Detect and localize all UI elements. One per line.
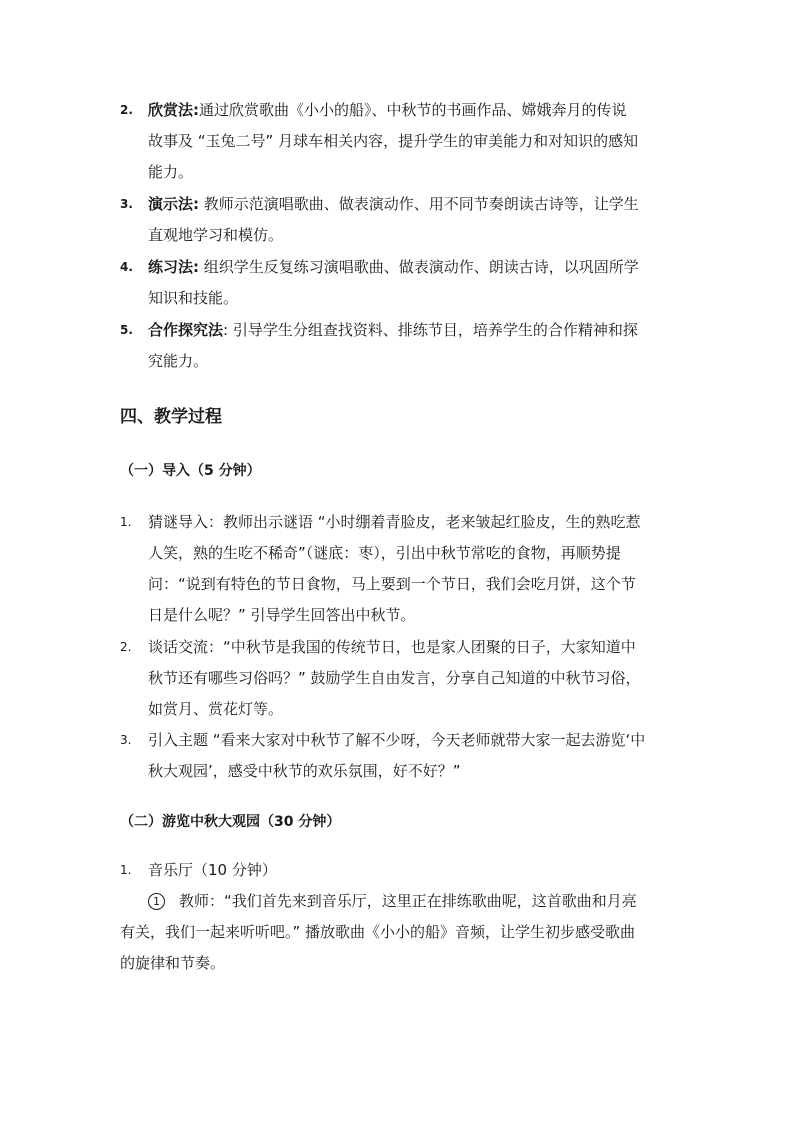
method-title: 欣赏法:: [148, 101, 199, 119]
list-text: [148, 725, 680, 787]
paragraph-line: 的旋律和节奏。: [120, 954, 226, 972]
method-title: 演示法:: [148, 195, 199, 213]
list-number: 1.: [120, 515, 132, 529]
circled-number-badge: 1: [148, 893, 165, 910]
paragraph-line: 有关，我们一起来听听吧。” 播放歌曲《小小的船》音频，让学生初步感受歌曲: [120, 923, 636, 941]
list-text: [148, 855, 680, 886]
list-line: 如赏月、赏花灯等。: [148, 700, 284, 718]
method-line: 知识和技能。: [148, 289, 239, 307]
list-number: 1.: [120, 863, 132, 877]
list-line: 音乐厅（10 分钟）: [148, 861, 277, 879]
paragraph-line: 教师：“我们首先来到音乐厅，这里正在排练歌曲呢，这首歌曲和月亮: [179, 892, 637, 910]
method-line: 能力。: [148, 163, 194, 181]
list-line: 秋大观园’，感受中秋节的欢乐氛围，好不好？”: [148, 762, 461, 780]
method-number: 2.: [120, 103, 133, 117]
method-line: 教师示范演唱歌曲、做表演动作、用不同节奏朗读古诗等，让学生: [199, 195, 639, 213]
list-text: [148, 507, 680, 631]
method-text: [148, 252, 680, 314]
list-line: 问：“说到有特色的节日食物，马上要到一个节日，我们会吃月饼，这个节: [148, 575, 636, 593]
method-line: 究能力。: [148, 352, 209, 370]
section-heading: 四、教学过程: [120, 407, 222, 427]
method-line: : 引导学生分组查找资料、排练节目，培养学生的合作精神和探: [223, 321, 638, 339]
list-line: 人笑，熟的生吃不稀奇”（谜底：枣），引出中秋节常吃的食物，再顺势提: [148, 544, 621, 562]
list-number: 3.: [120, 733, 132, 747]
list-line: 秋节还有哪些习俗吗？” 鼓励学生自由发言，分享自己知道的中秋节习俗，: [148, 669, 641, 687]
list-line: 谈话交流：“中秋节是我国的传统节日，也是家人团聚的日子，大家知道中: [148, 638, 636, 656]
subsection-heading: （一）导入（5 分钟）: [120, 463, 261, 479]
method-line: 通过欣赏歌曲《小小的船》、中秋节的书画作品、嫦娥奔月的传说: [199, 101, 627, 119]
method-text: [148, 315, 680, 377]
body-paragraph: [120, 886, 680, 979]
method-number: 5.: [120, 323, 133, 337]
list-line: 日是什么呢？” 引导学生回答出中秋节。: [148, 606, 416, 624]
method-number: 4.: [120, 260, 133, 274]
method-text: [148, 189, 680, 251]
list-line: 引入主题 “看来大家对中秋节了解不少呀，今天老师就带大家一起去游览‘中: [148, 731, 646, 749]
subsection-heading: （二）游览中秋大观园（30 分钟）: [120, 814, 341, 830]
method-title: 练习法:: [148, 258, 199, 276]
list-line: 猜谜导入：教师出示谜语 “小时绷着青脸皮，老来皱起红脸皮，生的熟吃惹: [148, 513, 641, 531]
list-text: [148, 632, 680, 725]
method-title: 合作探究法: [148, 321, 224, 339]
method-line: 直观地学习和模仿。: [148, 226, 284, 244]
method-line: 组织学生反复练习演唱歌曲、做表演动作、朗读古诗，以巩固所学: [199, 258, 639, 276]
method-text: [148, 95, 680, 188]
list-number: 2.: [120, 640, 132, 654]
method-line: 故事及 “玉兔二号” 月球车相关内容，提升学生的审美能力和对知识的感知: [148, 132, 639, 150]
method-number: 3.: [120, 197, 133, 211]
